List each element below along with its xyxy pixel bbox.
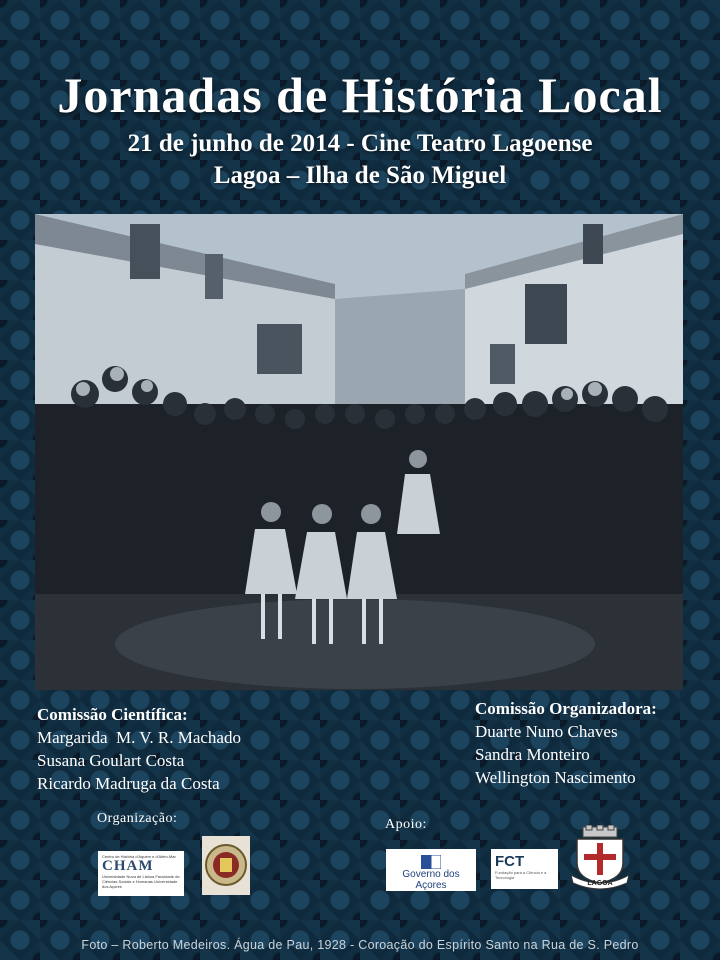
event-date-venue: 21 de junho de 2014 - Cine Teatro Lagoense xyxy=(127,130,593,157)
organization-label: Organização: xyxy=(97,811,178,826)
organizing-committee-heading: Comissão Organizadora: xyxy=(475,699,657,718)
scientific-committee-heading: Comissão Científica: xyxy=(37,705,188,724)
lagoa-coat-of-arms-logo xyxy=(569,825,631,891)
fct-logo xyxy=(491,849,558,889)
organizing-committee-member: Sandra Monteiro xyxy=(475,745,590,764)
scientific-committee-member: Ricardo Madruga da Costa xyxy=(37,774,220,793)
scientific-committee-member: Margarida M. V. R. Machado xyxy=(37,728,241,747)
scientific-committee-member: Susana Goulart Costa xyxy=(37,751,185,770)
lagoa-name: LAGOA xyxy=(587,880,613,887)
historical-photo xyxy=(35,214,683,690)
governo-acores-name: Governo dos Açores xyxy=(402,869,460,891)
governo-acores-logo xyxy=(386,849,476,891)
scientific-committee-list xyxy=(37,726,241,795)
cham-logo-text: CHAM xyxy=(102,858,154,874)
cham-header-text: Centro de História d'Aquém e d'Além-Mar xyxy=(102,854,176,859)
organizing-committee-member: Wellington Nascimento xyxy=(475,768,636,787)
photo-caption: Foto – Roberto Medeiros. Água de Pau, 1928 - Coroação do Espírito Santo na Rua de S. Pedro xyxy=(81,938,639,952)
support-label: Apoio: xyxy=(385,817,427,832)
cham-logo xyxy=(98,851,184,896)
cham-footer-text: Universidade Nova de Lisboa Faculdade de Ciências Sociais e Humanas Universidade dos Açores xyxy=(102,874,180,889)
poster-title: Jornadas de História Local xyxy=(57,67,663,123)
organizing-committee-list xyxy=(475,720,636,789)
fct-name: FCT xyxy=(495,853,525,870)
event-location: Lagoa – Ilha de São Miguel xyxy=(213,162,507,189)
fct-tagline: Fundação para a Ciência e a Tecnologia xyxy=(495,870,547,880)
university-seal-logo xyxy=(202,836,250,895)
organizing-committee-member: Duarte Nuno Chaves xyxy=(475,722,618,741)
